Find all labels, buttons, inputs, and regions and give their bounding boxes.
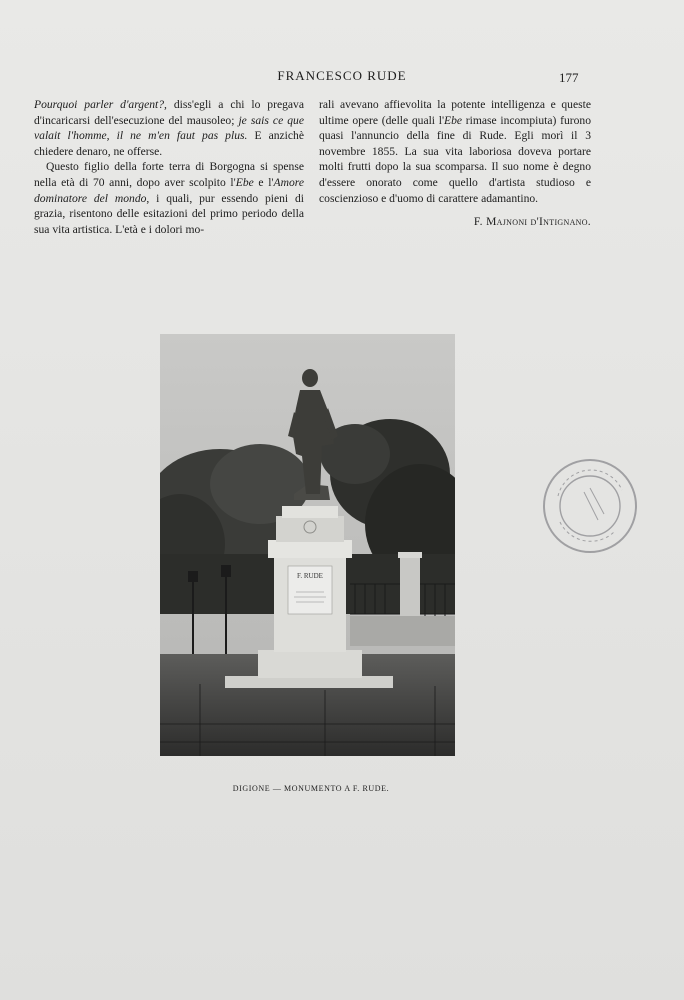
text-run: E anzichè chiedere denaro, ne offerse. [34,129,304,158]
running-header-title: FRANCESCO RUDE [277,68,407,83]
author-name: Majnoni d'Intignano. [486,215,591,229]
page-number: 177 [559,70,579,85]
text-run: , i quali, pur essendo pieni di grazia, risentono delle esitazioni del primo periodo della sua vita artistica. L'età e i dolori mo- [34,191,304,236]
monument-photo-illustration [160,334,455,756]
author-signature [319,214,591,230]
paragraph [319,97,591,206]
pedestal-inscription: F. RUDE [297,572,323,580]
text-column-right [319,97,591,230]
french-quote: Pourquoi parler d'argent?, [34,98,167,111]
monument-photograph [160,334,455,756]
text-run: Questo figlio della forte terra di Borgogna si spense nella età di 70 anni, dopo aver scolpito l' [34,160,304,189]
text-run: rali avevano affievolita la potente intelligenza e queste ultime opere (delle quali l' [319,98,591,127]
gate-pillar [398,552,422,618]
text-column-left [34,97,304,237]
text-run: diss'egli a chi lo pregava d'incaricarsi dell'esecuzione del mausoleo; [34,98,304,127]
work-title: Ebe [444,113,463,127]
paragraph [34,97,304,159]
paragraph [34,159,304,237]
low-wall [350,616,455,646]
author-initial: F. [473,215,483,229]
library-stamp [540,456,640,556]
text-run: e l' [253,175,274,189]
work-title: Ebe [235,175,254,189]
french-quote: je sais ce que valait l'homme, il ne m'en faut pas plus. [34,113,304,143]
photo-caption: DIGIONE — MONUMENTO A F. RUDE. [232,784,390,793]
text-run: rimase incompiuta) furono quasi l'annuncio della fine di Rude. Egli morì il 3 novembre 1855. La sua vita laboriosa doveva portare molti frutti dopo la sua scomparsa. Il suo nome è degno d'essere onorato come quello d'artista studioso e coscienzioso e d'uomo di carattere adamantino. [319,113,591,205]
work-title: Amore dominatore del mondo [34,175,304,205]
